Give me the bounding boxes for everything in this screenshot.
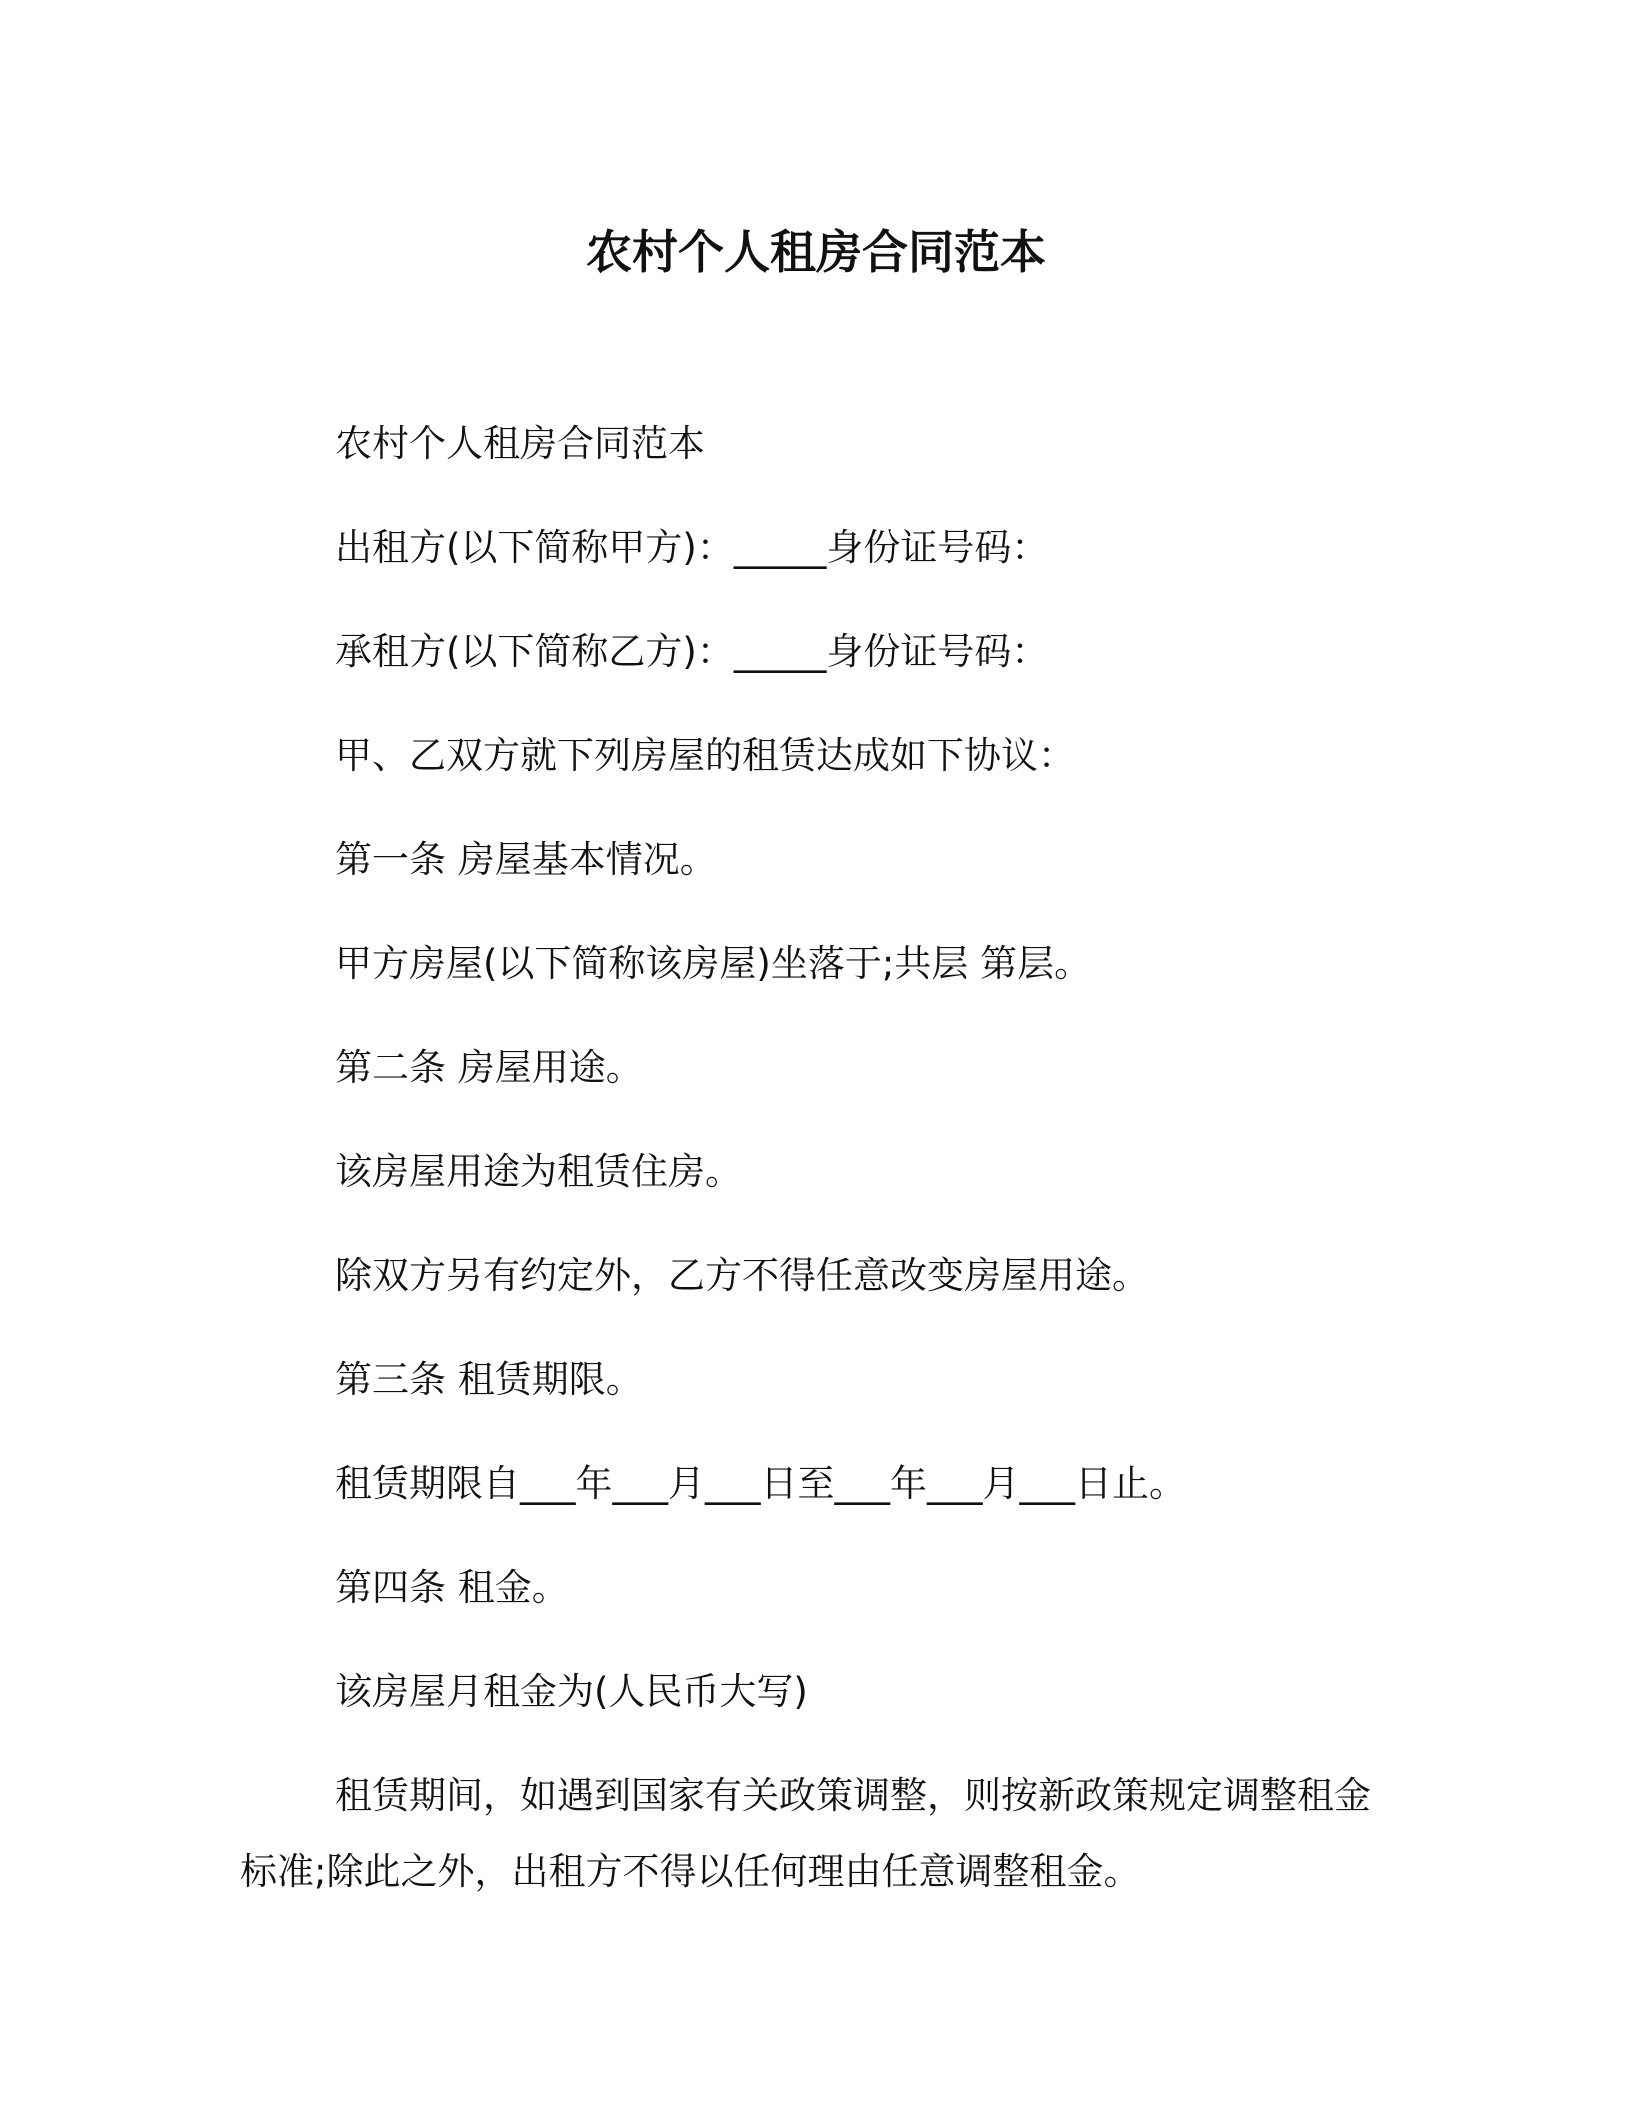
clause-4-body-1: 该房屋月租金为(人民币大写) (335, 1670, 808, 1713)
document-title: 农村个人租房合同范本 (586, 225, 1046, 279)
document-body (240, 392, 1380, 1910)
clause-4-body-2: 租赁期间，如遇到国家有关政策调整，则按新政策规定调整租金标准;除此之外，出租方不得以任何理由任意调整租金。 (240, 1774, 1371, 1893)
clause-2-body-1: 该房屋用途为租赁住房。 (335, 1150, 742, 1193)
clause-3-heading: 第三条 租赁期限。 (335, 1358, 643, 1401)
clause-2-heading: 第二条 房屋用途。 (335, 1046, 643, 1089)
paragraph-lessee: 承租方(以下简称乙方)：_____身份证号码： (335, 630, 1049, 673)
clause-1-body: 甲方房屋(以下简称该房屋)坐落于;共层 第层。 (335, 942, 1092, 985)
paragraph-subtitle: 农村个人租房合同范本 (335, 422, 705, 465)
paragraph-lessor: 出租方(以下简称甲方)：_____身份证号码： (335, 526, 1049, 569)
clause-4-heading: 第四条 租金。 (335, 1566, 569, 1609)
paragraph-agreement-intro: 甲、乙双方就下列房屋的租赁达成如下协议： (335, 734, 1075, 777)
clause-1-heading: 第一条 房屋基本情况。 (335, 838, 717, 881)
clause-2-body-2: 除双方另有约定外，乙方不得任意改变房屋用途。 (335, 1254, 1149, 1297)
clause-3-body: 租赁期限自___年___月___日至___年___月___日止。 (335, 1462, 1186, 1505)
